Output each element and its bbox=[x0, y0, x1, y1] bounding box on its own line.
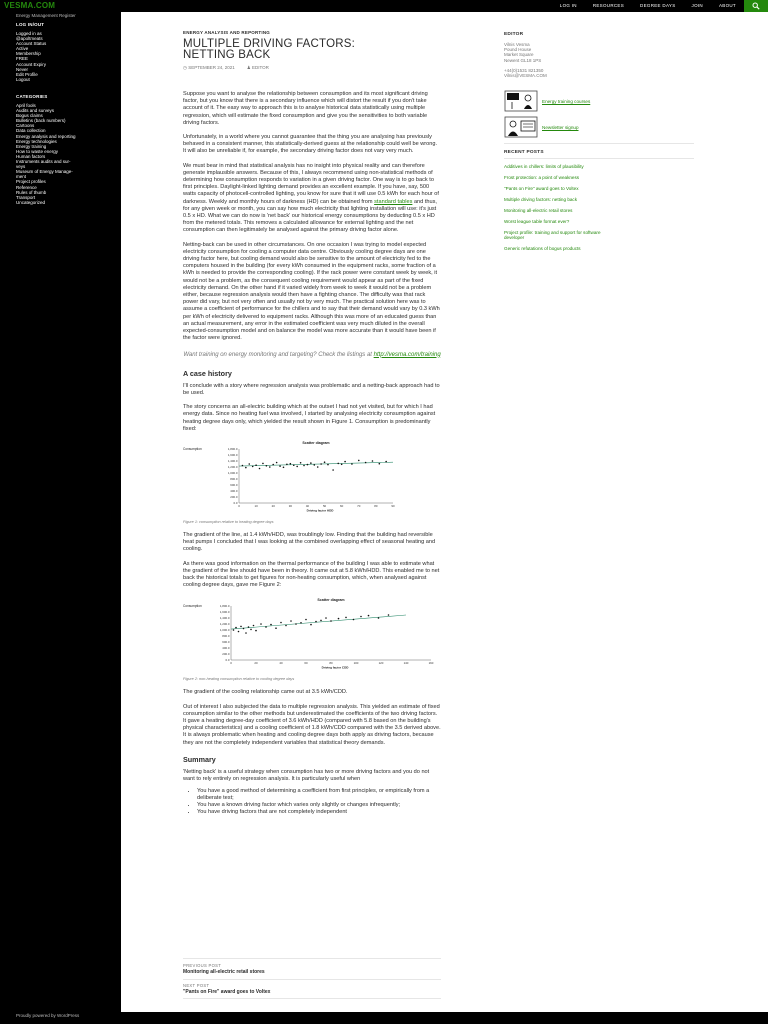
x-tick-label: 10 bbox=[254, 504, 258, 509]
data-point bbox=[293, 464, 295, 466]
data-point bbox=[305, 619, 307, 621]
data-point bbox=[233, 630, 235, 632]
data-point bbox=[351, 463, 353, 465]
edit-profile-link[interactable]: Edit Profile bbox=[16, 71, 38, 77]
x-tick-label: 50 bbox=[322, 504, 327, 509]
paragraph: Out of interest I also subjected the data to multiple regression analysis. This yielded an estimate of fixed consumption similar to the other methods but underestimated the coefficients of the two driving factors. It gave a heating degree-day coefficient of 3.6 kWh/HDD (compared with 5.8 based on the building's physical characteristics) and a cooling coefficient of 1.8 kWh/CDD compared with the 3.5 derived above. It is always problematic when heating and cooling degree days both apply as driving factors, because they are not the completely independent variables that statistical theory demands. bbox=[183, 703, 441, 746]
x-tick-label: 140 bbox=[403, 661, 409, 666]
category-link[interactable]: Transport bbox=[16, 194, 36, 200]
chart-title: Scatter diagram bbox=[302, 441, 330, 446]
recent-post-link[interactable]: Multiple driving factors: netting back bbox=[504, 196, 578, 202]
article-title bbox=[183, 39, 441, 60]
data-point bbox=[310, 624, 312, 626]
data-point bbox=[269, 466, 271, 468]
recent-post-link[interactable]: developer bbox=[504, 235, 525, 241]
data-point bbox=[279, 465, 281, 467]
recent-post-link[interactable]: Monitoring all-electric retail stores bbox=[504, 207, 573, 213]
x-tick-label: 60 bbox=[340, 504, 344, 509]
training-callout bbox=[183, 352, 441, 359]
data-point bbox=[296, 466, 298, 468]
data-point bbox=[325, 618, 327, 620]
recent-posts-title: RECENT POSTS bbox=[504, 150, 544, 156]
post-date[interactable] bbox=[183, 65, 235, 71]
recent-post-link[interactable]: Project profile: training and support for software bbox=[504, 229, 601, 235]
y-tick-label: 600.0 bbox=[230, 483, 238, 488]
x-axis-label: Driving factor HDD bbox=[306, 508, 334, 513]
data-point bbox=[300, 622, 302, 624]
data-point bbox=[252, 466, 254, 468]
person-icon: ♟ bbox=[246, 65, 253, 70]
nav-login[interactable]: LOG IN bbox=[559, 3, 577, 8]
data-point bbox=[341, 464, 343, 466]
post-nav-divider bbox=[183, 979, 441, 980]
category-link[interactable]: Reference bbox=[16, 184, 37, 190]
post-date-text: SEPTEMBER 24, 2021 bbox=[188, 65, 235, 70]
data-point bbox=[310, 462, 312, 464]
site-tagline: Energy Management Register bbox=[16, 13, 76, 18]
login-widget-title: LOG IN/OUT bbox=[16, 22, 45, 27]
data-point bbox=[240, 626, 242, 628]
email-address[interactable]: Vilnis@VESMA.COM bbox=[504, 73, 547, 79]
login-link: FREE bbox=[16, 56, 29, 62]
phone-number: +44(0)1531 821350 bbox=[504, 67, 544, 73]
x-tick-label: 20 bbox=[254, 661, 258, 666]
newsletter-cartoon-icon bbox=[504, 116, 538, 138]
login-link: Logged in as bbox=[16, 31, 42, 36]
article-category[interactable]: ENERGY ANALYSIS AND REPORTING bbox=[183, 30, 270, 35]
paragraph-text: and thus, for any given week or month, you can say how much electricity that lighting installation will use: it's just 0.5 x HD. What we can do now is 'net back' our historical energy consumptions by deducting 0.5 x HD from the metered totals. This removes a calculated allowance for external lighting and the net consumption can then legitimately be analysed against the primary driving factor alone. bbox=[183, 198, 437, 234]
x-tick-label: 0 bbox=[230, 661, 232, 666]
data-point bbox=[266, 465, 268, 467]
category-link[interactable]: Data collection bbox=[16, 128, 46, 134]
chart-title: Scatter diagram bbox=[317, 598, 345, 603]
data-point bbox=[358, 460, 360, 462]
y-tick-label: 200.0 bbox=[230, 495, 238, 500]
data-point bbox=[275, 628, 277, 630]
paragraph bbox=[183, 163, 441, 235]
paragraph: As there was good information on the thermal performance of the building I was able to estimate what the gradient of the line should have been in theory. It came out at 5.8 kWh/HDD. This enabled me to net back the historical totals to get figures for non-heating consumption, which, when analysed against cooling degree days, gave me Figure 2: bbox=[183, 560, 440, 589]
data-point bbox=[330, 621, 332, 623]
article-title-line: MULTIPLE DRIVING FACTORS: bbox=[183, 38, 355, 50]
data-point bbox=[245, 633, 247, 635]
figure-2-caption: Figure 2: non-heating consumption relative to cooling degree days bbox=[183, 677, 295, 682]
y-tick-label: 0.0 bbox=[233, 501, 238, 506]
data-point bbox=[265, 627, 267, 629]
data-point bbox=[270, 624, 272, 626]
y-tick-label: 1,600.0 bbox=[227, 453, 238, 458]
category-link[interactable]: Bulletins (back numbers) bbox=[16, 118, 66, 124]
data-point bbox=[248, 463, 250, 465]
x-tick-label: 40 bbox=[305, 504, 310, 509]
data-point bbox=[379, 463, 381, 465]
paragraph: 'Netting back' is a useful strategy when consumption has two or more driving factors and you do not want to rely entirely on regression analysis. It is particularly useful when bbox=[183, 768, 430, 783]
login-link: Never bbox=[16, 66, 29, 72]
category-link[interactable]: Project profiles bbox=[16, 179, 46, 185]
y-tick-label: 1,200.0 bbox=[219, 622, 230, 627]
data-point bbox=[290, 463, 292, 465]
data-point bbox=[360, 616, 362, 618]
data-point bbox=[337, 463, 339, 465]
post-author-text: EDITOR bbox=[252, 65, 269, 70]
data-point bbox=[245, 467, 247, 469]
y-tick-label: 1,800.0 bbox=[227, 447, 238, 452]
data-point bbox=[303, 465, 305, 467]
x-tick-label: 70 bbox=[357, 504, 361, 509]
category-link[interactable]: April fools bbox=[16, 103, 36, 108]
y-tick-label: 1,800.0 bbox=[219, 604, 230, 609]
data-point bbox=[320, 620, 322, 622]
data-point bbox=[255, 464, 257, 466]
article-meta bbox=[183, 65, 441, 71]
content-area bbox=[121, 12, 768, 1012]
site-title[interactable]: VESMA.COM bbox=[4, 1, 56, 10]
clock-icon: ◷ bbox=[183, 65, 189, 70]
data-point bbox=[272, 464, 274, 466]
recent-post-link[interactable]: Generic refutations of bogus products bbox=[504, 245, 581, 251]
newsletter-signup-link[interactable]: Newsletter signup bbox=[542, 124, 579, 130]
x-tick-label: 0 bbox=[238, 504, 240, 509]
login-link: Active bbox=[16, 46, 29, 52]
data-point bbox=[260, 624, 262, 626]
nav-degree-days[interactable]: DEGREE DAYS bbox=[640, 3, 676, 8]
data-point bbox=[315, 621, 317, 623]
data-point bbox=[243, 628, 245, 630]
data-point bbox=[327, 464, 329, 466]
paragraph: Suppose you want to analyse the relationship between consumption and its most significant driving factor, but you know that there is a secondary influence which will distort the result if you don't take account of it. The easy way to approach this is to analyse historical data statistically using multiple regression, which will estimate the fixed consumption and give you the sensitivities to both variable driving factors. bbox=[183, 91, 428, 126]
data-point bbox=[295, 624, 297, 626]
data-point bbox=[332, 469, 334, 471]
callout-text: Want training on energy monitoring and targeting? Check the listings at bbox=[183, 351, 372, 358]
category-link[interactable]: Energy training bbox=[16, 143, 47, 149]
editor-widget-title: EDITOR bbox=[504, 32, 524, 37]
data-point bbox=[378, 618, 380, 620]
figure-2-chart bbox=[183, 594, 441, 674]
category-link[interactable]: Instruments audits and sur- bbox=[16, 159, 71, 165]
trend-line bbox=[239, 462, 393, 466]
y-tick-label: 800.0 bbox=[222, 634, 230, 639]
categories-widget-title: CATEGORIES bbox=[16, 94, 48, 99]
figure-1-caption: Figure 1: consumption relative to heating degree days bbox=[183, 520, 274, 525]
category-link[interactable]: Human factors bbox=[16, 153, 46, 159]
recent-post-link[interactable]: Additives in chillers: limits of plausibility bbox=[504, 164, 584, 170]
data-point bbox=[320, 463, 322, 465]
heading-summary: Summary bbox=[183, 754, 216, 764]
paragraph: The gradient of the cooling relationship came out at 3.5 kWh/CDD. bbox=[183, 689, 348, 696]
login-link: Membership bbox=[16, 51, 41, 57]
address-line: Pound House bbox=[504, 47, 532, 53]
search-button[interactable] bbox=[744, 0, 768, 12]
category-link[interactable]: Rules of thumb bbox=[16, 189, 47, 195]
category-link[interactable]: Museum of Energy Manage- bbox=[16, 169, 73, 175]
x-tick-label: 90 bbox=[391, 504, 395, 509]
login-link: Account Status bbox=[16, 41, 47, 47]
category-link[interactable]: veys bbox=[16, 164, 26, 170]
next-post[interactable] bbox=[183, 983, 441, 995]
x-tick-label: 100 bbox=[353, 661, 359, 666]
data-point bbox=[365, 462, 367, 464]
paragraph: The story concerns an all-electric building which at the outset I had not yet visited, but for which I had energy data. Since no heating fuel was involved, I started by analysing electricity consumption against heating degree days only, which yielded the result shown in Figure 1. Consumption is predominantly fixed: bbox=[183, 404, 436, 432]
recent-post-link[interactable]: "Pants on Fire" award goes to Voltex bbox=[504, 186, 579, 192]
address-line: Vilnis Vesma bbox=[504, 42, 530, 47]
widget-divider bbox=[504, 143, 694, 144]
x-axis-label: Driving factor CDD bbox=[321, 665, 349, 670]
y-tick-label: 1,600.0 bbox=[219, 610, 230, 615]
widget-divider bbox=[504, 158, 694, 159]
right-sidebar bbox=[504, 32, 694, 251]
y-tick-label: 1,000.0 bbox=[219, 628, 230, 633]
previous-post-title[interactable]: Monitoring all-electric retail stores bbox=[183, 969, 265, 975]
y-tick-label: 800.0 bbox=[230, 477, 238, 482]
data-point bbox=[324, 461, 326, 463]
next-post-title[interactable]: "Pants on Fire" award goes to Voltex bbox=[183, 989, 271, 995]
category-link[interactable]: How to waste energy bbox=[16, 148, 59, 154]
y-tick-label: 400.0 bbox=[222, 646, 230, 651]
top-bar bbox=[0, 0, 768, 12]
data-point bbox=[280, 622, 282, 624]
data-point bbox=[313, 464, 315, 466]
recent-posts-list bbox=[504, 164, 694, 251]
recent-post-link[interactable]: Frost protection: a point of weakness bbox=[504, 175, 580, 181]
data-point bbox=[255, 630, 257, 632]
training-courses-link[interactable]: Energy training courses bbox=[542, 98, 591, 104]
search-icon bbox=[752, 2, 760, 10]
category-link[interactable]: Cartoons bbox=[16, 123, 35, 129]
data-point bbox=[262, 463, 264, 465]
data-point bbox=[344, 461, 346, 463]
y-tick-label: 0.0 bbox=[225, 658, 230, 663]
data-point bbox=[285, 625, 287, 627]
y-tick-label: 400.0 bbox=[230, 489, 238, 494]
heading-case-history: A case history bbox=[183, 368, 232, 378]
address-line: Market Square bbox=[504, 52, 534, 58]
data-point bbox=[242, 465, 244, 467]
x-tick-label: 30 bbox=[288, 504, 292, 509]
paragraph: The gradient of the line, at 1.4 kWh/HDD, was troublingly low. Finding that the building had reversible heat pumps I concluded that I was looking at the combined overlapping effect of seasonal heating and cooling. bbox=[183, 532, 436, 553]
data-point bbox=[353, 619, 355, 621]
data-point bbox=[253, 625, 255, 627]
login-links bbox=[16, 31, 106, 82]
post-nav-divider bbox=[183, 998, 441, 999]
data-point bbox=[338, 618, 340, 620]
summary-list bbox=[183, 788, 441, 816]
categories-list bbox=[16, 103, 106, 205]
data-point bbox=[248, 627, 250, 629]
data-point bbox=[345, 617, 347, 619]
editor-address bbox=[504, 42, 694, 78]
data-point bbox=[250, 629, 252, 631]
category-link[interactable]: Bogus claims bbox=[16, 113, 43, 119]
data-point bbox=[300, 462, 302, 464]
data-point bbox=[317, 466, 319, 468]
data-point bbox=[235, 627, 237, 629]
x-tick-label: 120 bbox=[378, 661, 384, 666]
article-title-line: NETTING BACK bbox=[183, 48, 271, 61]
data-point bbox=[388, 615, 390, 617]
top-navigation bbox=[552, 0, 744, 12]
training-promo[interactable] bbox=[504, 90, 694, 112]
data-point bbox=[385, 461, 387, 463]
y-tick-label: 600.0 bbox=[222, 640, 230, 645]
category-link[interactable]: Audits and surveys bbox=[16, 108, 55, 114]
previous-post[interactable] bbox=[183, 963, 441, 975]
y-tick-label: 1,000.0 bbox=[227, 471, 238, 476]
nav-resources[interactable]: RESOURCES bbox=[592, 3, 625, 8]
y-axis-label: Consumption bbox=[183, 447, 202, 452]
address-line: Newent GL18 1PS bbox=[504, 57, 542, 63]
data-point bbox=[368, 615, 370, 617]
data-point bbox=[286, 464, 288, 466]
x-tick-label: 20 bbox=[271, 504, 275, 509]
figure-1-chart bbox=[183, 437, 413, 517]
y-tick-label: 1,200.0 bbox=[227, 465, 238, 470]
training-link[interactable]: http://vesma.com/training bbox=[373, 351, 441, 358]
standard-tables-link[interactable]: standard tables bbox=[374, 198, 413, 205]
category-link[interactable]: Uncategorized bbox=[16, 199, 46, 205]
y-axis-label: Consumption bbox=[183, 604, 202, 609]
login-link[interactable]: @apoltmeats bbox=[16, 36, 43, 42]
list-item: • You have a known driving factor which varies only slightly or changes infrequently; bbox=[197, 802, 441, 809]
powered-by[interactable]: Proudly powered by WordPress bbox=[16, 1013, 80, 1018]
category-link[interactable]: Energy analysis and reporting bbox=[16, 133, 76, 139]
list-item: • You have a good method of determining a coefficient from first principles, or empirically from a deliberate test; bbox=[197, 788, 441, 802]
newsletter-promo[interactable] bbox=[504, 116, 694, 138]
post-author[interactable] bbox=[247, 65, 269, 71]
trend-line bbox=[231, 615, 406, 629]
data-point bbox=[372, 460, 374, 462]
x-tick-label: 160 bbox=[428, 661, 434, 666]
category-link[interactable]: Energy technologies bbox=[16, 138, 57, 144]
data-point bbox=[238, 631, 240, 633]
x-tick-label: 80 bbox=[329, 661, 333, 666]
paragraph: I'll conclude with a story where regression analysis was problematic and a netting-back approach had to be used. bbox=[183, 382, 440, 396]
post-nav-divider bbox=[183, 958, 441, 959]
data-point bbox=[290, 621, 292, 623]
recent-post-link[interactable]: Worst league table format ever? bbox=[504, 218, 570, 224]
y-tick-label: 1,400.0 bbox=[227, 459, 238, 464]
data-point bbox=[307, 464, 309, 466]
paragraph: Unfortunately, in a world where you cannot guarantee that the thing you are analysing has previously behaved in a consistent manner, this statistically-derived guess at the relationship could well be wrong. It will also be unreliable if, for example, the secondary driving factor does not vary very much. bbox=[183, 134, 438, 155]
data-point bbox=[259, 468, 261, 470]
nav-join[interactable]: JOIN bbox=[691, 3, 703, 8]
paragraph-text: We must bear in mind that statistical analysis has no insight into physical reality and can therefore generate implausible answers. Because of this, I always recommend using non-statistical methods of determining how consumption responds to variation in a given driving factor. One way is to go back to first principles. Daylight-linked lighting demand provides an excellent example. If you have, say, 500 watts capacity of photocell-controlled lighting, you know for sure that it will use 0.5 kWh for each hour of darkness. Weekly and monthly hours of darkness (HD) can be obtained from bbox=[183, 162, 439, 205]
logout-link[interactable]: Logout bbox=[16, 76, 30, 82]
previous-post-label: PREVIOUS POST bbox=[183, 963, 222, 968]
data-point bbox=[276, 462, 278, 464]
x-tick-label: 80 bbox=[374, 504, 378, 509]
training-cartoon-icon bbox=[504, 90, 538, 112]
paragraph: Netting-back can be used in other circumstances. On one occasion I was trying to model expected electricity consumption for cooling a computer data centre. Obviously cooling degree days are one driving factor here, but cooling demand would also be sensitive to the amount of electricity fed to the computers housed in the building (for every kWh consumed in the equipment racks, some fraction of a kWh is needed to provide the corresponding cooling). If the rack power were constant week by week, it would not be a problem, as the consequent cooling requirement would appear as part of the fixed electricity demand. On the other hand if it varied widely from week to week it would not be a problem either, because regression analysis would then have a fighting chance. The difficulty was that rack power did vary, but not very often and usually not by very much. The practical solution here was to assume a coefficient of performance for the chillers and to say that their demand would vary by 0.3 kWh per kWh of electricity delivered to equipment racks. Although this was more of an educated guess than an actual measurement, any error in the estimated coefficient was very much diluted in the overall expected-consumption model and on balance the model was more accurate than it would have been if the factor were ignored. bbox=[183, 241, 440, 342]
nav-about[interactable]: ABOUT bbox=[718, 3, 736, 8]
y-tick-label: 1,400.0 bbox=[219, 616, 230, 621]
x-tick-label: 40 bbox=[279, 661, 283, 666]
category-link[interactable]: ment bbox=[16, 174, 27, 180]
data-point bbox=[283, 467, 285, 469]
next-post-label: NEXT POST bbox=[183, 983, 210, 988]
y-tick-label: 200.0 bbox=[222, 652, 230, 657]
list-item: • You have driving factors that are not completely independent bbox=[197, 809, 441, 816]
login-link: Account Expiry bbox=[16, 61, 47, 67]
article bbox=[183, 30, 441, 816]
x-tick-label: 60 bbox=[304, 661, 308, 666]
